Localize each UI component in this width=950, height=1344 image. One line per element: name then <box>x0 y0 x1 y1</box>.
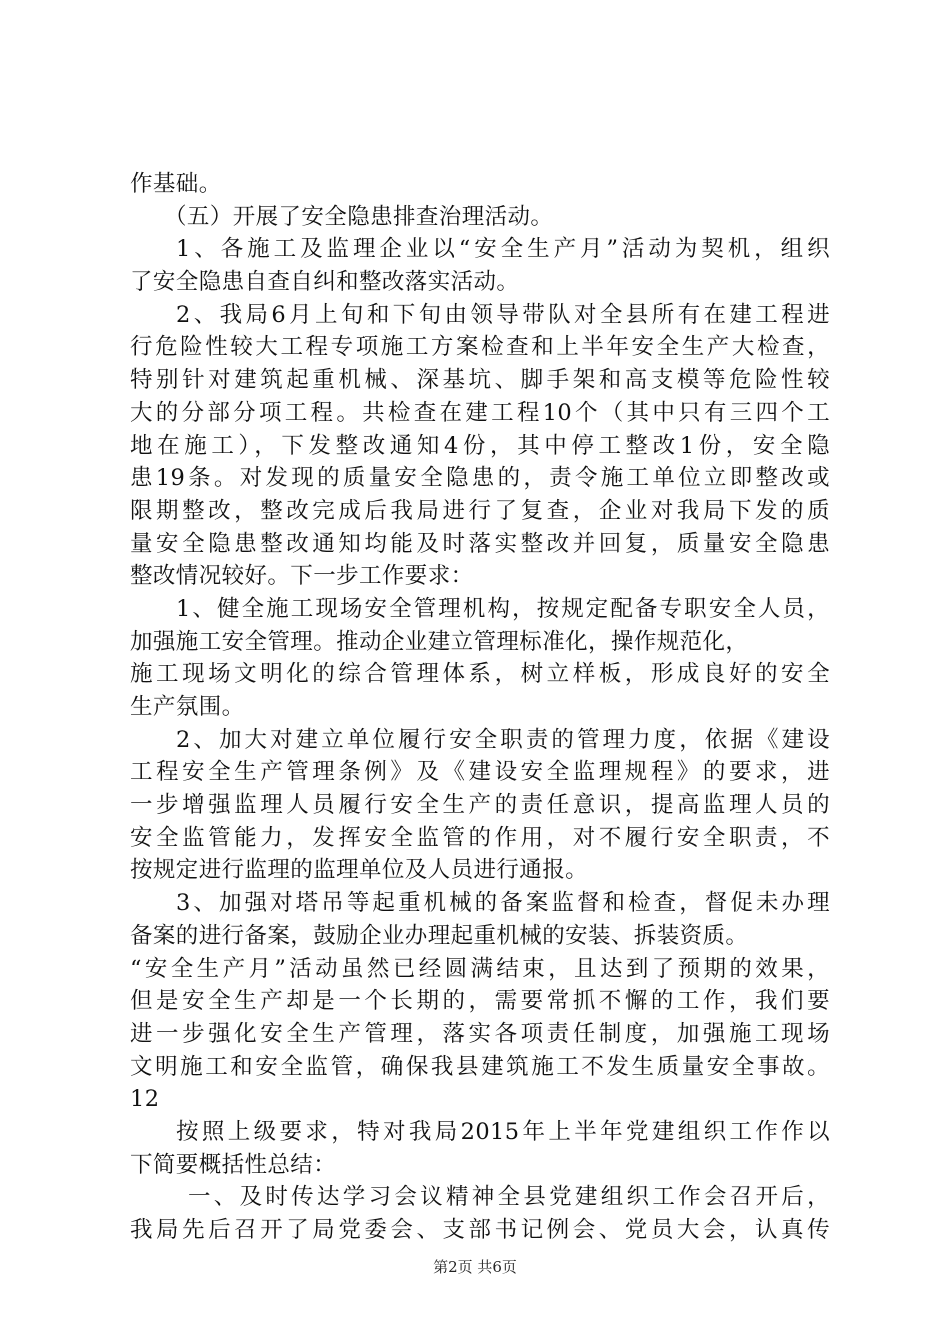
text-line: 1、健全施工现场安全管理机构，按规定配备专职安全人员， <box>176 595 830 622</box>
text-line: 1、各施工及监理企业以“安全生产月”活动为契机，组织 <box>176 236 830 263</box>
text-line: 3、加强对塔吊等起重机械的备案监督和检查，督促未办理 <box>176 890 830 917</box>
text-line: 限期整改，整改完成后我局进行了复查，企业对我局下发的质 <box>130 497 830 524</box>
text-line: 一、及时传达学习会议精神全县党建组织工作会召开后， <box>188 1184 830 1211</box>
text-line: 但是安全生产却是一个长期的，需要常抓不懈的工作，我们要 <box>130 988 830 1015</box>
text-line: （五）开展了安全隐患排查治理活动。 <box>164 203 554 230</box>
text-line: 加强施工安全管理。推动企业建立管理标准化，操作规范化， <box>130 628 749 655</box>
text-line: 备案的进行备案，鼓励企业办理起重机械的安装、拆装资质。 <box>130 922 749 949</box>
text-line: 整改情况较好。下一步工作要求： <box>130 563 474 590</box>
text-line: 作基础。 <box>130 171 222 197</box>
text-line: 12 <box>130 1086 160 1113</box>
text-line: 地在施工），下发整改通知4份，其中停工整改1份，安全隐 <box>130 432 830 459</box>
text-line: 2、我局6月上旬和下旬由领导带队对全县所有在建工程进 <box>176 301 830 328</box>
text-line: 进一步强化安全生产管理，落实各项责任制度，加强施工现场 <box>130 1020 830 1047</box>
text-line: 文明施工和安全监管，确保我县建筑施工不发生质量安全事故。 <box>130 1053 830 1080</box>
text-line: “安全生产月”活动虽然已经圆满结束，且达到了预期的效果， <box>130 955 830 982</box>
text-line: 特别针对建筑起重机械、深基坑、脚手架和高支模等危险性较 <box>130 367 830 394</box>
document-body <box>130 168 830 1247</box>
text-line: 下简要概括性总结： <box>130 1151 337 1178</box>
text-line: 行危险性较大工程专项施工方案检查和上半年安全生产大检查， <box>130 334 830 361</box>
text-line: 2、加大对建立单位履行安全职责的管理力度，依据《建设 <box>176 726 830 753</box>
text-line: 量安全隐患整改通知均能及时落实整改并回复，质量安全隐患 <box>130 530 830 557</box>
text-line: 生产氛围。 <box>130 694 245 720</box>
text-line: 了安全隐患自查自纠和整改落实活动。 <box>130 269 520 296</box>
text-line: 工程安全生产管理条例》及《建设安全监理规程》的要求，进 <box>130 759 830 786</box>
text-line: 大的分部分项工程。共检查在建工程10个（其中只有三四个工 <box>130 399 830 426</box>
text-line: 我局先后召开了局党委会、支部书记例会、党员大会，认真传 <box>130 1217 830 1243</box>
text-line: 一步增强监理人员履行安全生产的责任意识，提高监理人员的 <box>130 792 830 819</box>
text-line: 患19条。对发现的质量安全隐患的，责令施工单位立即整改或 <box>130 465 830 492</box>
text-line: 安全监管能力，发挥安全监管的作用，对不履行安全职责，不 <box>130 824 830 851</box>
page-footer: 第2页 共6页 <box>433 1258 517 1276</box>
text-line: 施工现场文明化的综合管理体系，树立样板，形成良好的安全 <box>130 661 830 688</box>
text-line: 按规定进行监理的监理单位及人员进行通报。 <box>130 857 589 884</box>
text-line: 按照上级要求，特对我局2015年上半年党建组织工作作以 <box>176 1118 830 1145</box>
